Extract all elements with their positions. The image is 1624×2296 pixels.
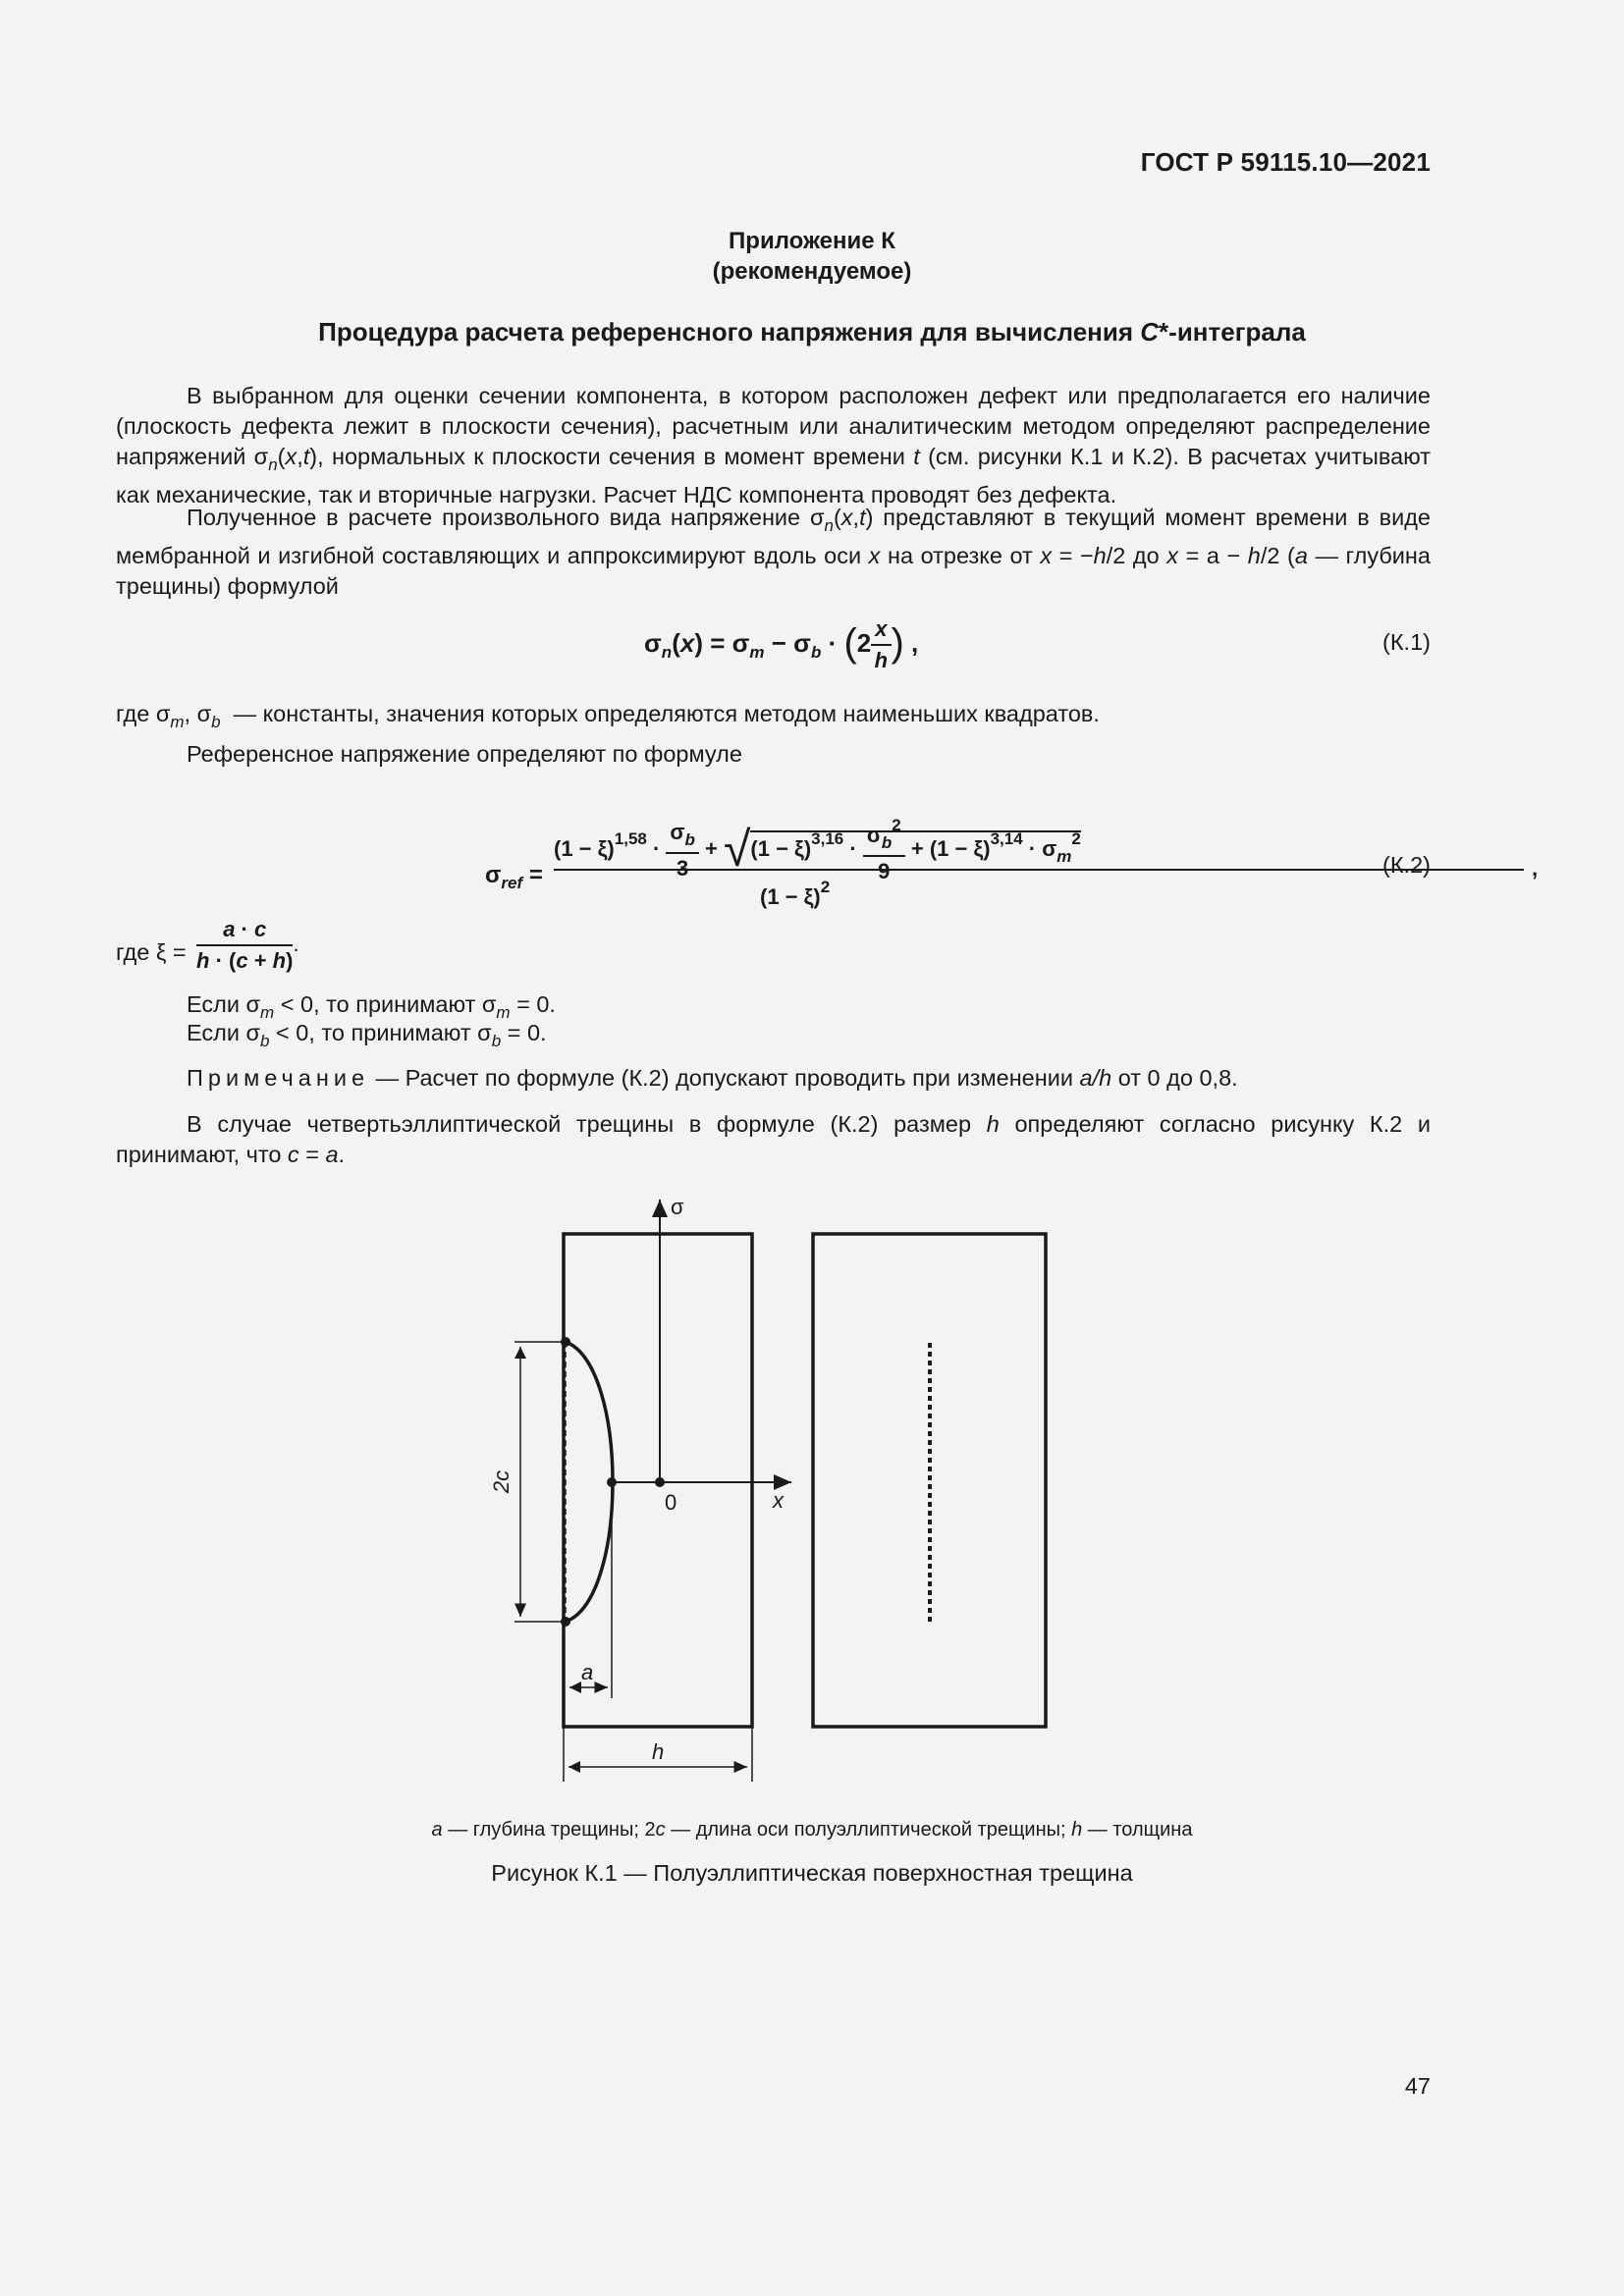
paragraph-2: Полученное в расчете произвольного вида напряжение $\sigma_n(x,t)$ представляют в текущий момент времени в виде мембранной и изгибной составляющих и аппроксимируют вдоль оси x на отрезке от x = −h/2 до x = a − h/2 (a — глубина трещины) формулой	[116, 505, 1431, 599]
where-constants: где $\sigma_m$, $\sigma_b$ — константы, значения которых определяются методом наименьших квадратов.	[116, 701, 1100, 731]
figure-caption: Рисунок К.1 — Полуэллиптическая поверхностная трещина	[491, 1860, 1133, 1886]
document-code: ГОСТ Р 59115.10—2021	[1140, 147, 1431, 177]
figure-legend: a — глубина трещины; 2c — длина оси полуэллиптической трещины; h — толщина	[431, 1819, 1193, 1841]
label-2c: 2c	[489, 1469, 514, 1494]
condition-sigma-m: Если $\sigma_m < 0$, то принимают $\sigma_m = 0$.	[187, 991, 556, 1022]
label-zero: 0	[665, 1490, 677, 1515]
note: Примечание — Расчет по формуле (К.2) допускают проводить при изменении a/h от 0 до 0,8.	[187, 1065, 1238, 1091]
label-x: x	[773, 1488, 784, 1513]
paragraph-3: В случае четвертьэллиптической трещины в формуле (К.2) размер h определяют согласно рисунку К.2 и принимают, что c = a.	[116, 1111, 1431, 1167]
note-label: Примечание	[187, 1065, 370, 1091]
reference-intro: Референсное напряжение определяют по формуле	[187, 741, 742, 767]
annex-title: Приложение К	[729, 228, 895, 254]
label-a: a	[581, 1660, 594, 1684]
equation-k1: $\sigma_n(x) = \sigma_m - \sigma_b \cdot (2$ $\frac{x}{h}$ ) ,	[644, 616, 919, 672]
annex-status: (рекомендуемое)	[712, 258, 912, 285]
label-h: h	[652, 1739, 665, 1764]
xi-fraction: $\frac{a \cdot c}{h \cdot (c + h)}$ .	[196, 917, 299, 973]
label-sigma: σ	[671, 1195, 684, 1219]
section-title: Процедура расчета референсного напряжения для вычисления C*-интеграла	[318, 317, 1306, 347]
crack-front	[566, 1342, 613, 1622]
document-page: ГОСТ Р 59115.10—2021 Приложение К (рекомендуемое) Процедура расчета референсного напряжения для вычисления C*-интеграла В выбранном для оценки сечении компонента, в котором расположен дефект или предполагается его наличие (плоскость дефекта лежит в плоскости сечения), расчетным или аналитическим методом определяют распределение напряжений $\sigma_n(x,t)$, нормальных к плоскости сечения в момент времени t (см. рисунки К.1 и К.2). В расчетах учитывают как механические, так и вторичные нагрузки. Расчет НДС компонента проводят без дефекта. Полученное в расчете произвольного вида напряжение $\sigma_n(x,t)$ представляют в текущий момент времени в виде мембранной и изгибной составляющих и аппроксимируют вдоль оси x на отрезке от x = −h/2 до x = a − h/2 (a — глубина трещины) формулой $\sigma_n(x) = \sigma_m - \sigma_b \cdot (2$ $\frac{x}{h}$ ) , (К.1) где $\sigma_m$, $\sigma_b$ — константы, значения которых определяются методом наименьших квадратов. Референсное напряжение определяют по формуле $\sigma_{ref}$ = $(1 - \xi)^{1,58}$ · $\frac{\sigma_b}{3}$ + $√(1 - \xi)^{3,16}$ · $\frac{\sigma_b^2}{9}$ + $(1 - \xi)^{3,14} \cdot \sigma_m^2$ $(1 - \xi)^2$ , (К.2) где ξ = $\frac{a \cdot c}{h \cdot (c + h)}$ . Если $\sigma_m < 0$, то принимают $\sigma_m = 0$. Если $\sigma_b < 0$, то принимают $\sigma_b = 0$. Примечание — Расчет по формуле (К.2) допускают проводить при изменении a/h от 0 до 0,8. В случае четвертьэллиптической трещины в формуле (К.2) размер h определяют согласно рисунку К.2 и принимают, что c = a. σ 0 x 2c a h a — глубина трещины; 2c — длина оси полуэллиптической трещины; h — толщина Рисунок К.1 — Полуэллиптическая поверхностная трещина 47	[0, 0, 1624, 2296]
xi-where: где ξ =	[116, 939, 187, 965]
equation-k1-number: (К.1)	[1382, 629, 1431, 655]
condition-sigma-b: Если $\sigma_b < 0$, то принимают $\sigma_b = 0$.	[187, 1020, 547, 1050]
paragraph-1: В выбранном для оценки сечении компонента, в котором расположен дефект или предполагается его наличие (плоскость дефекта лежит в плоскости сечения), расчетным или аналитическим методом определяют распределение напряжений $\sigma_n(x,t)$, нормальных к плоскости сечения в момент времени t (см. рисунки К.1 и К.2). В расчетах учитывают как механические, так и вторичные нагрузки. Расчет НДС компонента проводят без дефекта.	[116, 383, 1432, 507]
equation-k2-number: (К.2)	[1382, 852, 1431, 878]
page-number: 47	[1404, 2073, 1431, 2099]
